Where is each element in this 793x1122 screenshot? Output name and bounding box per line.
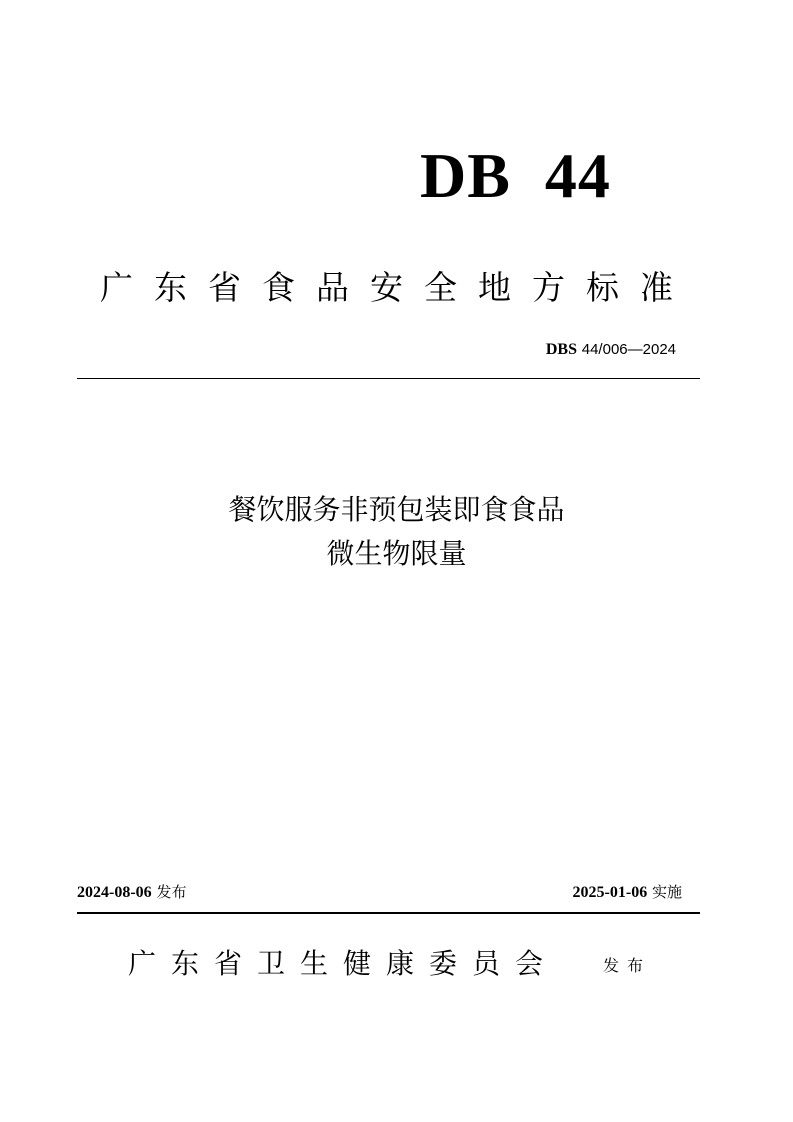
release-label: 发布 bbox=[156, 883, 187, 901]
implementation-label: 实施 bbox=[651, 883, 682, 901]
release-date bbox=[77, 881, 186, 904]
standard-number bbox=[546, 339, 676, 360]
standard-number-value: 44/006—2024 bbox=[581, 341, 676, 358]
standard-number-prefix: DBS bbox=[545, 341, 577, 358]
standard-type: 广东省食品安全地方标准 bbox=[100, 268, 694, 307]
release-date-value: 2024-08-06 bbox=[77, 884, 152, 901]
bottom-divider bbox=[77, 912, 700, 914]
title-line-1: 餐饮服务非预包装即食食品 bbox=[228, 493, 565, 526]
db-code: DB 44 bbox=[420, 140, 611, 211]
title-line-2: 微生物限量 bbox=[326, 537, 467, 570]
issuer-name: 广东省卫生健康委员会 bbox=[128, 947, 559, 980]
implementation-date bbox=[573, 881, 682, 904]
issuer-action: 发布 bbox=[603, 956, 652, 975]
top-divider bbox=[77, 378, 700, 379]
implementation-date-value: 2025-01-06 bbox=[572, 884, 648, 901]
document-title bbox=[0, 488, 793, 576]
